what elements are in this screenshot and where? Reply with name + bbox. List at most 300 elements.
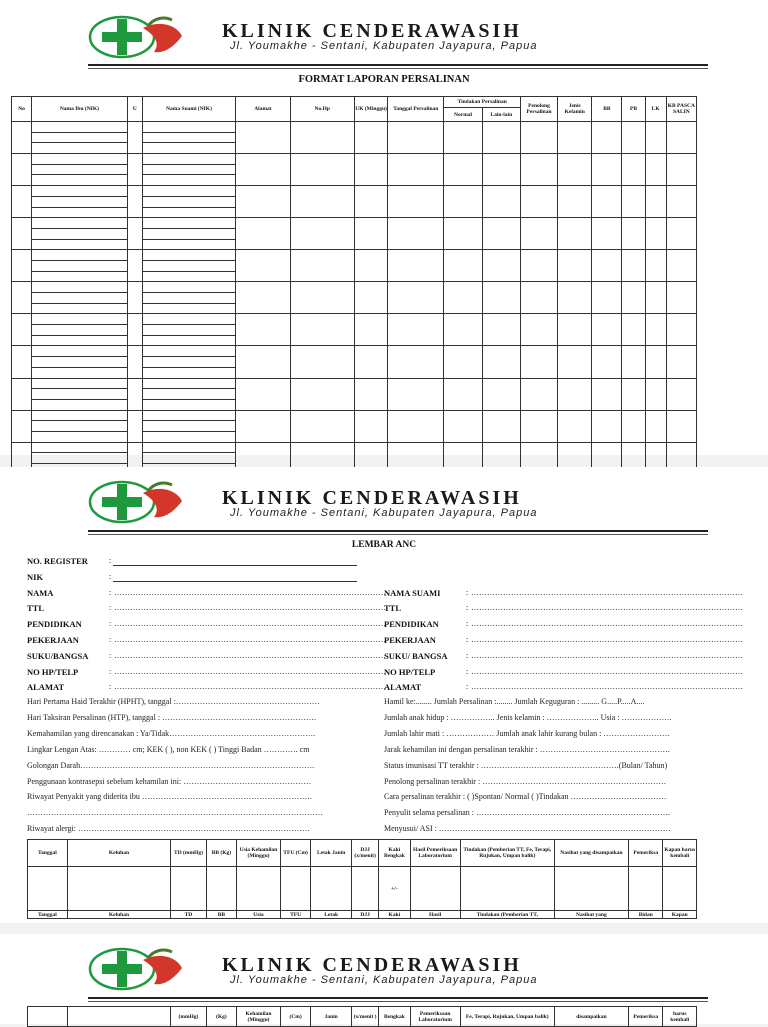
clinic-address: Jl. Youmakhe - Sentani, Kabupaten Jayapura, Papua [230, 507, 538, 519]
table-cell[interactable] [622, 378, 645, 410]
table-cell[interactable] [32, 143, 128, 154]
anc-footer-cell: Usia [237, 911, 281, 919]
table-cell[interactable] [666, 250, 696, 282]
table-cell[interactable] [482, 250, 520, 282]
table-cell[interactable] [142, 357, 236, 368]
table-cell[interactable] [32, 335, 128, 346]
table-cell[interactable] [236, 122, 290, 154]
table-cell[interactable] [354, 410, 387, 442]
table-cell[interactable] [290, 218, 354, 250]
table-cell[interactable] [142, 143, 236, 154]
table-cell[interactable] [622, 122, 645, 154]
history-line[interactable]: Hari Pertama Haid Terakhir (HPHT), tanggal :……………………………………………… [27, 697, 320, 706]
field-colon: : [466, 603, 469, 613]
field-dotted-line[interactable]: ………………………………………………………………………………………… [471, 603, 743, 613]
field-dotted-line[interactable]: ………………………………………………………………………………………… [471, 587, 743, 597]
table-cell[interactable] [520, 346, 557, 378]
table-cell[interactable] [142, 421, 236, 432]
table-cell[interactable] [142, 207, 236, 218]
table-cell[interactable] [354, 250, 387, 282]
table-cell[interactable] [12, 282, 32, 314]
history-line[interactable]: Lingkar Lengan Atas: ………… cm; KEK ( ), non KEK ( ) Tinggi Badan …………. cm [27, 744, 310, 754]
anc-footer-cell: TFU [280, 911, 310, 919]
table-cell[interactable] [12, 378, 32, 410]
anc-header-cell: (mmHg) [171, 1007, 207, 1027]
col-nama-suami: Nama Suami (NIK) [142, 97, 236, 122]
table-cell[interactable] [558, 378, 592, 410]
table-cell[interactable] [290, 378, 354, 410]
table-cell[interactable] [666, 218, 696, 250]
table-cell[interactable] [142, 410, 236, 421]
table-cell[interactable] [645, 282, 666, 314]
table-cell[interactable] [592, 314, 622, 346]
table-cell[interactable] [444, 314, 482, 346]
persalinan-table [11, 96, 697, 475]
history-line[interactable]: Riwayat Penyakit yang diderita ibu ………………………………………………………. [27, 792, 312, 802]
table-cell[interactable] [32, 389, 128, 400]
table-cell[interactable] [520, 154, 557, 186]
table-cell[interactable] [32, 260, 128, 271]
table-cell[interactable] [290, 314, 354, 346]
page-title: LEMBAR ANC [351, 540, 417, 550]
field-dotted-line[interactable]: ………………………………………………………………………………………… [114, 635, 386, 644]
table-cell[interactable] [645, 250, 666, 282]
anc-entry-cell[interactable]: +/- [379, 867, 410, 911]
anc-footer-cell: Bidan [629, 911, 663, 919]
table-cell[interactable] [32, 250, 128, 261]
col-bb: BB [592, 97, 622, 122]
table-cell[interactable] [622, 314, 645, 346]
history-line[interactable]: Jarak kehamilan ini dengan persalinan terakhir : …………………………………………. [384, 744, 670, 754]
history-line[interactable]: Jumlah lahir mati : ……………… Jumlah anak lahir kurang bulan : ……………………. [384, 728, 670, 738]
table-cell[interactable] [127, 154, 142, 186]
anc-footer-cell: Keluhan [67, 911, 170, 919]
table-cell[interactable] [622, 282, 645, 314]
table-cell[interactable] [290, 122, 354, 154]
table-cell[interactable] [666, 410, 696, 442]
table-cell[interactable] [32, 421, 128, 432]
table-cell[interactable] [142, 314, 236, 325]
history-line[interactable]: Cara persalinan terakhir : ( )Spontan/ Normal ( )Tindakan ……………………………… [384, 792, 667, 802]
table-cell[interactable] [127, 282, 142, 314]
table-cell[interactable] [142, 335, 236, 346]
table-cell[interactable] [666, 314, 696, 346]
table-cell[interactable] [354, 282, 387, 314]
table-cell[interactable] [520, 218, 557, 250]
table-cell[interactable] [236, 378, 290, 410]
table-cell[interactable] [290, 346, 354, 378]
table-cell[interactable] [354, 378, 387, 410]
table-cell[interactable] [592, 250, 622, 282]
table-cell[interactable] [592, 378, 622, 410]
table-cell[interactable] [520, 282, 557, 314]
table-cell[interactable] [482, 314, 520, 346]
anc-footer-cell: Nasihat yang [554, 911, 628, 919]
history-line[interactable]: Penyulit selama persalinan : ………………………………………………………………. [384, 808, 670, 818]
table-cell[interactable] [32, 410, 128, 421]
table-cell[interactable] [32, 164, 128, 175]
anc-entry-cell[interactable] [663, 867, 697, 911]
anc-header-cell: Tindakan (Pemberian TT, Fe, Terapi, Rujukan, Umpan balik) [460, 840, 554, 867]
table-cell[interactable] [127, 250, 142, 282]
table-cell[interactable] [32, 186, 128, 197]
table-cell[interactable] [666, 122, 696, 154]
table-cell[interactable] [32, 122, 128, 133]
field-dotted-line[interactable]: ………………………………………………………………………………………… [114, 619, 386, 629]
field-dotted-line[interactable]: ………………………………………………………………………………………… [114, 587, 386, 597]
history-line[interactable]: Status imunisasi TT terakhir : …………………………………………….(Bulan/ Tahun) [384, 760, 668, 770]
table-cell[interactable] [12, 154, 32, 186]
col-lain-lain: Lain-lain [482, 108, 520, 122]
table-cell[interactable] [444, 186, 482, 218]
table-cell[interactable] [142, 453, 236, 464]
history-line[interactable]: Kemahamilan yang direncanakan : Ya/Tidak………………………………………………. [27, 728, 316, 738]
table-cell[interactable] [558, 410, 592, 442]
field-input-line[interactable] [113, 581, 357, 582]
header-rule [88, 530, 708, 532]
table-cell[interactable] [520, 410, 557, 442]
history-line[interactable]: Hari Taksiran Persalinan (HTP), tanggal : …………………………………………………. [27, 712, 317, 722]
table-cell[interactable] [142, 389, 236, 400]
table-cell[interactable] [444, 122, 482, 154]
table-cell[interactable] [127, 186, 142, 218]
table-cell[interactable] [142, 399, 236, 410]
table-cell[interactable] [666, 346, 696, 378]
table-cell[interactable] [622, 186, 645, 218]
table-cell[interactable] [645, 410, 666, 442]
field-colon: : [466, 650, 469, 660]
field-colon: : [109, 619, 112, 629]
field-dotted-line[interactable]: ………………………………………………………………………………………… [471, 650, 743, 660]
table-cell[interactable] [388, 250, 444, 282]
table-cell[interactable] [32, 282, 128, 293]
history-line[interactable]: Golongan Darah……………………………………………………………………………. [27, 760, 315, 770]
table-cell[interactable] [592, 122, 622, 154]
table-cell[interactable] [645, 218, 666, 250]
table-cell[interactable] [142, 293, 236, 304]
table-cell[interactable] [236, 346, 290, 378]
table-cell[interactable] [142, 378, 236, 389]
table-cell[interactable] [558, 250, 592, 282]
field-colon: : [109, 587, 112, 597]
anc-entry-cell[interactable] [410, 867, 460, 911]
history-line[interactable]: Hamil ke:........ Jumlah Persalinan :........ Jumlah Keguguran : ......... G.....P.....A.... [384, 697, 645, 706]
table-cell[interactable] [388, 154, 444, 186]
field-dotted-line[interactable]: ………………………………………………………………………………………… [471, 682, 743, 692]
field-input-line[interactable] [113, 565, 357, 566]
field-dotted-line[interactable]: ………………………………………………………………………………………… [114, 603, 386, 613]
table-cell[interactable] [32, 175, 128, 186]
field-colon: : [466, 666, 469, 676]
table-cell[interactable] [444, 218, 482, 250]
table-cell[interactable] [388, 410, 444, 442]
table-cell[interactable] [666, 154, 696, 186]
table-cell[interactable] [127, 378, 142, 410]
table-cell[interactable] [32, 378, 128, 389]
anc-entry-cell[interactable] [554, 867, 628, 911]
table-cell[interactable] [592, 346, 622, 378]
table-cell[interactable] [32, 207, 128, 218]
table-cell[interactable] [127, 410, 142, 442]
table-cell[interactable] [127, 122, 142, 154]
history-line[interactable]: Penolong persalinan terakhir : …………………………………………………………… [384, 776, 667, 786]
clinic-header [0, 940, 768, 1000]
table-cell[interactable] [482, 378, 520, 410]
table-cell[interactable] [482, 346, 520, 378]
table-cell[interactable] [142, 346, 236, 357]
table-cell[interactable] [558, 218, 592, 250]
table-cell[interactable] [444, 154, 482, 186]
table-cell[interactable] [354, 122, 387, 154]
table-cell[interactable] [520, 250, 557, 282]
table-cell[interactable] [12, 218, 32, 250]
table-cell[interactable] [622, 218, 645, 250]
field-label: PENDIDIKAN [384, 619, 439, 630]
anc-header-cell: (Kg) [206, 1007, 236, 1027]
table-cell[interactable] [32, 303, 128, 314]
anc-entry-cell[interactable] [206, 867, 236, 911]
table-cell[interactable] [236, 410, 290, 442]
table-cell[interactable] [354, 314, 387, 346]
table-cell[interactable] [32, 239, 128, 250]
table-cell[interactable] [142, 218, 236, 229]
table-cell[interactable] [666, 282, 696, 314]
table-cell[interactable] [32, 325, 128, 336]
table-cell[interactable] [142, 431, 236, 442]
table-cell[interactable] [444, 378, 482, 410]
table-cell[interactable] [482, 410, 520, 442]
col-jenis-kelamin: Jenis Kelamin [558, 97, 592, 122]
anc-entry-cell[interactable] [311, 867, 352, 911]
table-cell[interactable] [354, 154, 387, 186]
field-dotted-line[interactable]: ………………………………………………………………………………………… [114, 650, 386, 660]
table-cell[interactable] [32, 196, 128, 207]
field-dotted-line[interactable]: ………………………………………………………………………………………… [471, 619, 743, 629]
table-cell[interactable] [388, 346, 444, 378]
history-line[interactable]: ………………………………………………………………………………………………… [27, 808, 323, 818]
anc-header-cell: Keluhan [67, 840, 170, 867]
history-line[interactable]: Jumlah anak hidup : …………….. Jenis kelamin : ……………….. Usia : ………………. [384, 712, 672, 722]
table-cell[interactable] [32, 132, 128, 143]
table-cell[interactable] [32, 346, 128, 357]
table-cell[interactable] [290, 410, 354, 442]
table-cell[interactable] [142, 367, 236, 378]
col-tindakan: Tindakan Persalinan [444, 97, 520, 108]
persalinan-table-body [12, 122, 697, 475]
table-cell[interactable] [32, 357, 128, 368]
table-cell[interactable] [520, 122, 557, 154]
table-cell[interactable] [142, 164, 236, 175]
table-cell[interactable] [592, 282, 622, 314]
table-cell[interactable] [354, 218, 387, 250]
table-cell[interactable] [32, 442, 128, 453]
table-cell[interactable] [142, 122, 236, 133]
field-dotted-line[interactable]: ………………………………………………………………………………………… [471, 666, 743, 676]
table-cell[interactable] [482, 218, 520, 250]
table-cell[interactable] [236, 314, 290, 346]
anc-entry-cell[interactable] [171, 867, 207, 911]
table-cell[interactable] [290, 186, 354, 218]
table-cell[interactable] [622, 346, 645, 378]
table-cell[interactable] [290, 282, 354, 314]
header-rule-thin [88, 534, 708, 535]
anc-entry-cell[interactable] [629, 867, 663, 911]
table-cell[interactable] [666, 378, 696, 410]
table-cell[interactable] [388, 186, 444, 218]
table-cell[interactable] [592, 154, 622, 186]
table-cell[interactable] [290, 250, 354, 282]
table-cell[interactable] [592, 410, 622, 442]
table-cell[interactable] [32, 314, 128, 325]
table-cell[interactable] [645, 314, 666, 346]
table-cell[interactable] [142, 186, 236, 197]
table-cell[interactable] [444, 282, 482, 314]
clinic-address: Jl. Youmakhe - Sentani, Kabupaten Jayapura, Papua [230, 974, 538, 986]
field-colon: : [466, 619, 469, 629]
table-cell[interactable] [645, 346, 666, 378]
table-cell[interactable] [32, 228, 128, 239]
table-cell[interactable] [444, 410, 482, 442]
table-cell[interactable] [142, 303, 236, 314]
table-cell[interactable] [127, 346, 142, 378]
table-cell[interactable] [558, 314, 592, 346]
history-line[interactable]: Penggunaan kontrasepsi sebelum kehamilan ini: ………………………………………… [27, 776, 312, 786]
table-cell[interactable] [236, 154, 290, 186]
field-dotted-line[interactable]: ………………………………………………………………………………………… [114, 666, 386, 676]
anc-footer-cell: TD [171, 911, 207, 919]
anc-footer-cell: Letak [311, 911, 352, 919]
table-cell[interactable] [444, 346, 482, 378]
field-label: PEKERJAAN [384, 635, 436, 645]
anc-entry-cell[interactable] [237, 867, 281, 911]
table-cell[interactable] [482, 282, 520, 314]
table-cell[interactable] [142, 175, 236, 186]
table-cell[interactable] [12, 250, 32, 282]
table-cell[interactable] [388, 122, 444, 154]
table-cell[interactable] [592, 218, 622, 250]
table-cell[interactable] [142, 132, 236, 143]
table-cell[interactable] [290, 154, 354, 186]
anc-header-cell: harus kembali [663, 1007, 697, 1027]
history-line[interactable]: Riwayat alergi: …………………………………………………………………………… [27, 824, 310, 834]
table-cell[interactable] [32, 431, 128, 442]
table-cell[interactable] [142, 282, 236, 293]
table-cell[interactable] [142, 154, 236, 165]
field-label: NO HP/TELP [27, 666, 79, 677]
table-cell[interactable] [236, 218, 290, 250]
table-cell[interactable] [236, 186, 290, 218]
field-dotted-line[interactable]: ………………………………………………………………………………………… [114, 682, 386, 692]
table-cell[interactable] [592, 186, 622, 218]
field-label: SUKU/ BANGSA [384, 650, 448, 661]
anc-entry-cell[interactable] [28, 867, 68, 911]
anc-header-cell: Janin [311, 1007, 352, 1027]
table-cell[interactable] [645, 154, 666, 186]
table-cell[interactable] [142, 325, 236, 336]
table-cell[interactable] [645, 186, 666, 218]
table-row [12, 250, 697, 261]
field-colon: : [109, 571, 112, 581]
table-cell[interactable] [558, 186, 592, 218]
table-cell[interactable] [354, 346, 387, 378]
anc-entry-cell[interactable] [280, 867, 310, 911]
table-cell[interactable] [32, 399, 128, 410]
table-cell[interactable] [12, 346, 32, 378]
anc-entry-cell[interactable] [67, 867, 170, 911]
table-cell[interactable] [444, 250, 482, 282]
table-cell[interactable] [12, 314, 32, 346]
table-cell[interactable] [558, 282, 592, 314]
field-label: NIK [27, 571, 44, 582]
table-cell[interactable] [558, 122, 592, 154]
table-cell[interactable] [645, 378, 666, 410]
table-cell[interactable] [388, 378, 444, 410]
table-cell[interactable] [12, 410, 32, 442]
table-cell[interactable] [666, 186, 696, 218]
table-cell[interactable] [482, 122, 520, 154]
table-cell[interactable] [12, 122, 32, 154]
table-cell[interactable] [32, 453, 128, 464]
anc-footer-cell: Hasil [410, 911, 460, 919]
table-cell[interactable] [388, 218, 444, 250]
table-cell[interactable] [622, 250, 645, 282]
table-cell[interactable] [142, 196, 236, 207]
table-cell[interactable] [622, 154, 645, 186]
field-label: TTL [27, 603, 45, 614]
table-cell[interactable] [388, 314, 444, 346]
table-cell[interactable] [142, 442, 236, 453]
table-row [12, 314, 697, 325]
table-cell[interactable] [32, 271, 128, 282]
clinic-logo-icon [88, 946, 184, 992]
table-cell[interactable] [32, 367, 128, 378]
table-cell[interactable] [520, 378, 557, 410]
table-cell[interactable] [127, 218, 142, 250]
field-colon: : [466, 587, 469, 597]
table-cell[interactable] [388, 282, 444, 314]
table-cell[interactable] [482, 186, 520, 218]
field-dotted-line[interactable]: ………………………………………………………………………………………… [471, 635, 743, 644]
anc-entry-cell[interactable] [352, 867, 379, 911]
table-cell[interactable] [558, 346, 592, 378]
history-line[interactable]: Menyusui/ ASI : …………………………………………………………………………… [384, 824, 671, 834]
table-cell[interactable] [520, 186, 557, 218]
field-label: NO HP/TELP [384, 666, 436, 677]
table-cell[interactable] [558, 154, 592, 186]
table-cell[interactable] [32, 154, 128, 165]
table-cell[interactable] [520, 314, 557, 346]
table-cell[interactable] [142, 250, 236, 261]
anc-header-cell: Bengkak [379, 1007, 410, 1027]
table-cell[interactable] [32, 218, 128, 229]
table-cell[interactable] [127, 314, 142, 346]
table-cell[interactable] [12, 186, 32, 218]
table-cell[interactable] [645, 122, 666, 154]
table-cell[interactable] [236, 250, 290, 282]
table-cell[interactable] [236, 282, 290, 314]
table-cell[interactable] [354, 186, 387, 218]
table-cell[interactable] [142, 271, 236, 282]
table-cell[interactable] [142, 239, 236, 250]
anc-header-cell: Hasil Pemeriksaan Laboratorium [410, 840, 460, 867]
page-lembar-anc [0, 467, 768, 923]
anc-entry-cell[interactable] [460, 867, 554, 911]
table-cell[interactable] [482, 154, 520, 186]
table-cell[interactable] [142, 228, 236, 239]
table-cell[interactable] [142, 260, 236, 271]
table-cell[interactable] [622, 410, 645, 442]
table-cell[interactable] [32, 293, 128, 304]
